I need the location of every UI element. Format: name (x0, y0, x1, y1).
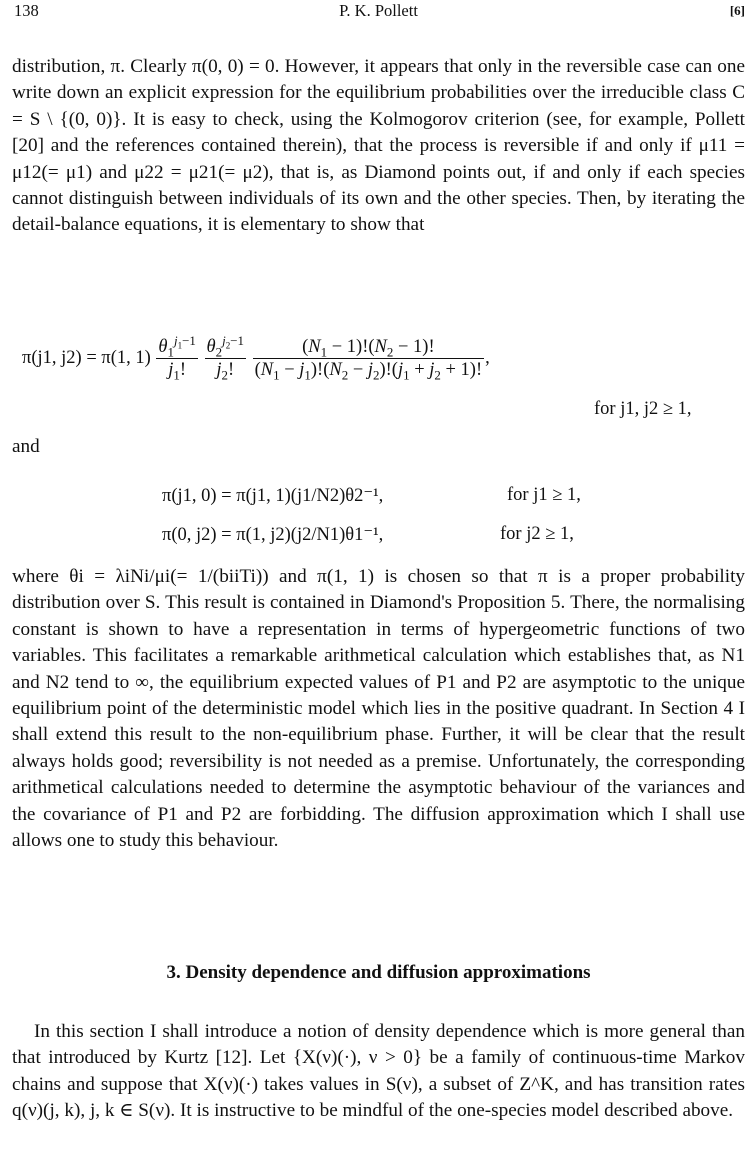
equation-1: π(j1, j2) = π(1, 1) $\frac{\theta_1^{j_1-1}}{j_1!}$ $\frac{\theta_2^{j_2-1}}{j_2!}$ $\frac{(N_1 - 1)!(N_2 - 1)!}{(N_1 - j_1)!(N_2 - j_2)!(j_1 + j_2 + 1)!}$ , (22, 332, 490, 383)
fraction-theta1: $\frac{\theta_1^{j_1-1}}{j_1!}$ (158, 332, 196, 383)
paragraph-3: In this section I shall introduce a notion of density dependence which is more general than that introduced by Kurtz [12]. Let {X(ν)(·), ν > 0} be a family of continuous-time Markov chains and suppose that X(ν)(·) takes values in S(ν), a subset of Z^K, and has transition rates q(ν)(j, k), j, k ∈ S(ν). It is instructive to be mindful of the one-species model described above. (12, 1021, 745, 1122)
section-heading: 3. Density dependence and diffusion approximations (166, 962, 591, 983)
fraction-factorials: $\frac{(N_1 - 1)!(N_2 - 1)!}{(N_1 - j_1)!(N_2 - j_2)!(j_1 + j_2 + 1)!}$ (254, 337, 483, 383)
paragraph-2: where θi = λiNi/μi(= 1/(biiTi)) and π(1, 1) is chosen so that π is a proper probability distribution over S. This result is contained in Diamond's Proposition 5. There, the normalising constant is shown to have a representation in terms of hypergeometric functions of two variables. This facilitates a remarkable arithmetical calculation which establishes that, as N1 and N2 tend to ∞, the equilibrium expected values of P1 and P2 are asymptotic to the unique equilibrium point of the deterministic model which lies in the positive quadrant. In Section 4 I shall extend this result to the non-equilibrium phase. Further, it will be clear that the result always holds good; reversibility is not needed as a premise. Unfortunately, the corresponding arithmetical calculations needed to determine the asymptotic behaviour of the variances and the covariance of P1 and P2 are forbidding. The diffusion approximation which I shall use allows one to study this behaviour. (12, 566, 745, 852)
equation-2-condition-2: for j2 ≥ 1, (500, 524, 574, 544)
fraction-theta2: $\frac{\theta_2^{j_2-1}}{j_2!}$ (206, 332, 244, 383)
paragraph-1: distribution, π. Clearly π(0, 0) = 0. However, it appears that only in the reversible case can one write down an explicit expression for the equilibrium probabilities over the irreducible class C = S \ {(0, 0)}. It is easy to check, using the Kolmogorov criterion (see, for example, Pollett [20] and the references contained therein), that the process is reversible if and only if μ11 = μ12(= μ1) and μ22 = μ21(= μ2), that is, as Diamond points out, if and only if each species cannot distinguish between individuals of its own and the other species. Then, by iterating the detail-balance equations, it is elementary to show that (12, 56, 745, 236)
equation-2-condition-1: for j1 ≥ 1, (507, 485, 581, 505)
section-ref: [6] (729, 3, 745, 18)
running-header (12, 1, 745, 23)
running-head-author: P. K. Pollett (339, 1, 418, 20)
equation-1-lhs: π(j1, j2) = π(1, 1) (22, 347, 151, 368)
equation-2-line-1: π(j1, 0) = π(j1, 1)(j1/N2)θ2⁻¹, (162, 486, 384, 506)
equation-1-condition: for j1, j2 ≥ 1, (594, 399, 692, 419)
equation-2-line-2: π(0, j2) = π(1, j2)(j2/N1)θ1⁻¹, (162, 525, 384, 545)
and-word: and (12, 436, 40, 457)
page-number: 138 (14, 1, 39, 20)
